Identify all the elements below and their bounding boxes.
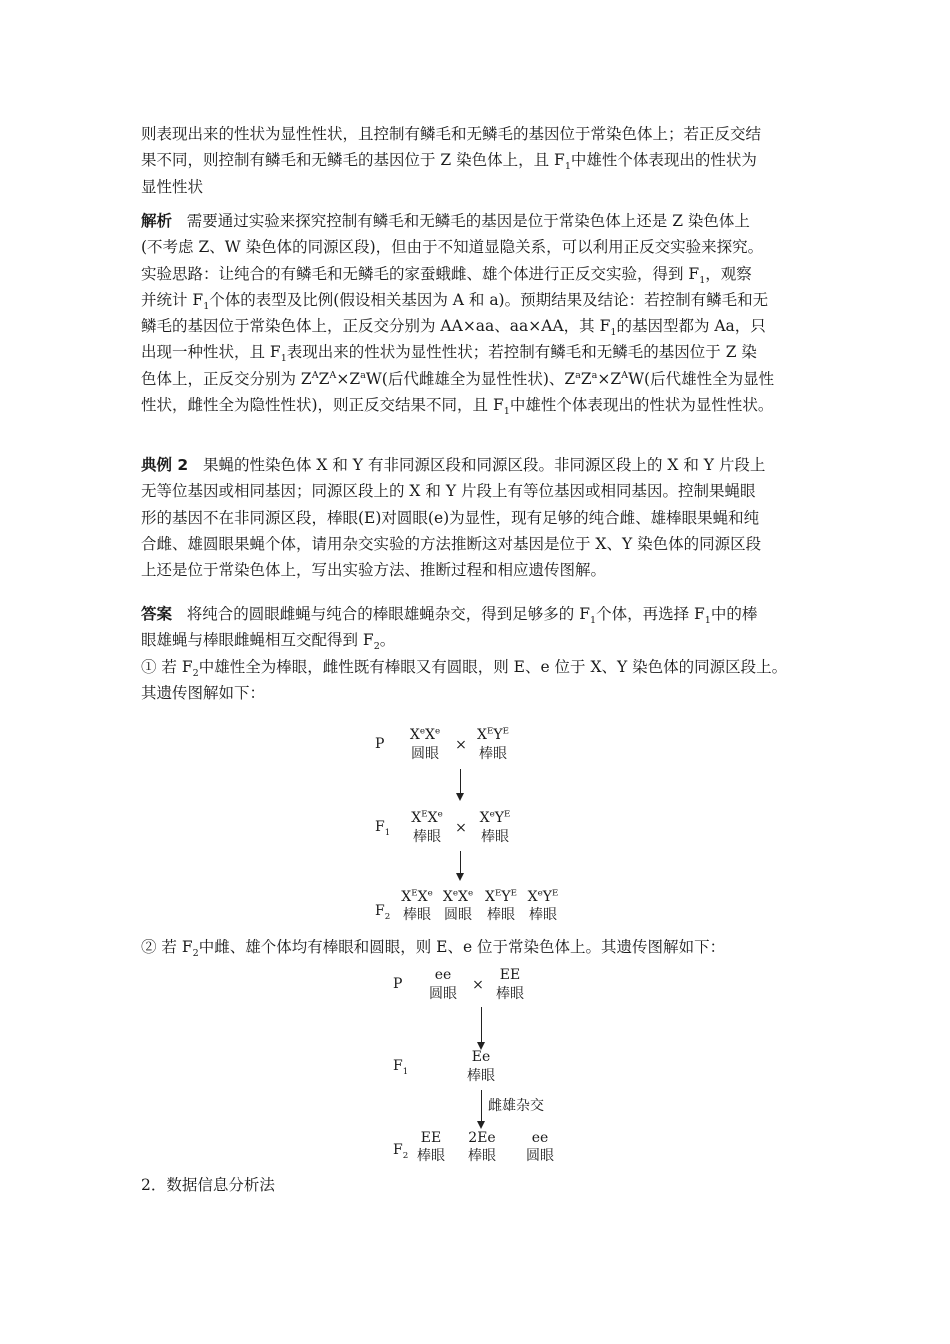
generation-label-f1: $F_1$ [393,1058,409,1077]
answer-label: 答案 [141,605,173,623]
phenotype: 棒眼 [413,829,441,845]
answer-continuation [141,121,811,200]
line: 性状，雌性全为隐性性状)，则正反交结果不同，且 $F_1$中雄性个体表现出的性状为显性性状。 [141,396,774,418]
line: 显性性状 [141,177,204,196]
analysis-section [141,208,811,418]
phenotype: 棒眼 [529,907,557,923]
phenotype: 圆眼 [444,907,472,923]
arrow-down-icon [477,1121,485,1129]
line: 实验思路：让纯合的有鳞毛和无鳞毛的家蚕蛾雌、雄个体进行正反交实验，得到 $F_1$，观察 [141,264,752,286]
arrow-down-icon [456,873,464,881]
arrow-line [460,769,461,794]
line: 果不同，则控制有鳞毛和无鳞毛的基因位于 Z 染色体上，且 $F_1$中雄性个体表现出的性状为 [141,151,757,173]
line: 上还是位于常染色体上，写出实验方法、推断过程和相应遗传图解。 [141,561,607,580]
arrow-line [481,1007,482,1043]
arrow-label: 雌雄杂交 [488,1098,544,1114]
genotype: XeXe [442,888,474,905]
line: 则表现出来的性状为显性性状，且控制有鳞毛和无鳞毛的基因位于常染色体上；若正反交结 [141,125,762,143]
analysis-label: 解析 [141,212,173,230]
genotype: Ee [471,1049,491,1065]
phenotype: 圆眼 [429,986,457,1002]
genotype: $X^EY^E$ [477,726,509,743]
genotype: XeXe [409,726,441,743]
generation-label-f2: $F_2$ [393,1142,409,1161]
genotype: ee [434,967,452,983]
genotype: $X^EY^E$ [485,888,517,905]
line: 合雌、雄圆眼果蝇个体，请用杂交实验的方法推断这对基因是位于 X、Y 染色体的同源区段 [141,534,762,553]
line: 解析 需要通过实验来探究控制有鳞毛和无鳞毛的基因是位于常染色体上还是 Z 染色体上 [141,212,750,230]
genotype: EE [499,967,521,983]
arrow-down-icon [456,793,464,801]
cross-symbol: × [455,820,467,836]
example-section [141,452,811,583]
phenotype: 圆眼 [411,746,439,762]
genotype: EE [420,1130,442,1146]
phenotype: 棒眼 [403,907,431,923]
cross-symbol: × [472,977,484,993]
line: 色体上，正反交分别为 $Z^AZ^A\times Z^aW$(后代雌雄全为显性性状)、$Z^aZ^a\times Z^AW$(后代雄性全为显性 [141,369,775,388]
genotype: $XeY^E$ [527,888,559,905]
phenotype: 圆眼 [526,1148,554,1164]
example-label: 典例 2 [141,456,189,474]
arrow-line [460,851,461,874]
genotype: $X^EXe$ [411,809,443,826]
genotype: $X^EXe$ [401,888,433,905]
phenotype: 棒眼 [481,829,509,845]
phenotype: 棒眼 [417,1148,445,1164]
line: 形的基因不在非同源区段，棒眼(E)对圆眼(e)为显性，现有足够的纯合雌、雄棒眼果蝇和纯 [141,508,760,527]
line: 其遗传图解如下： [141,683,266,702]
line: 眼雄蝇与棒眼雌蝇相互交配得到 $F_2$。 [141,631,396,653]
line: 鳞毛的基因位于常染色体上，正反交分别为 AA×aa、aa×AA，其 $F_1$的基因型都为 Aa，只 [141,317,766,339]
section-heading: 2．数据信息分析法 [141,1176,275,1194]
phenotype: 棒眼 [479,746,507,762]
line: 典例 2 果蝇的性染色体 X 和 Y 有非同源区段和同源区段。非同源区段上的 X 和 Y 片段上 [141,456,766,474]
arrow-line [481,1090,482,1122]
line: 无等位基因或相同基因；同源区段上的 X 和 Y 片段上有等位基因或相同基因。控制果蝇眼 [141,482,756,501]
genotype: ee [531,1130,549,1146]
generation-label-p: P [375,736,385,752]
phenotype: 棒眼 [496,986,524,1002]
line: (不考虑 Z、W 染色体的同源区段)，但由于不知道显隐关系，可以利用正反交实验来探究。 [141,238,764,257]
genotype: 2Ee [468,1130,496,1146]
generation-label-p: P [393,976,403,992]
phenotype: 棒眼 [487,907,515,923]
generation-label-f2: $F_2$ [375,903,391,922]
genotype: $XeY^E$ [479,809,511,826]
generation-label-f1: $F_1$ [375,819,391,838]
conclusion-2 [141,934,811,960]
answer-section [141,601,811,706]
line: ② 若 $F_2$中雌、雄个体均有棒眼和圆眼，则 E、e 位于常染色体上。其遗传图解如下： [141,938,726,960]
phenotype: 棒眼 [467,1068,495,1084]
cross-symbol: × [455,737,467,753]
line: 并统计 $F_1$个体的表型及比例(假设相关基因为 A 和 a)。预期结果及结论：若控制有鳞毛和无 [141,290,769,312]
line: ① 若 $F_2$中雄性全为棒眼，雌性既有棒眼又有圆眼，则 E、e 位于 X、Y 染色体的同源区段上。 [141,657,788,679]
line: 答案 将纯合的圆眼雌蝇与纯合的棒眼雄蝇杂交，得到足够多的 $F_1$个体，再选择 $F_1$中的棒 [141,605,758,627]
phenotype: 棒眼 [468,1148,496,1164]
line: 出现一种性状，且 $F_1$表现出来的性状为显性性状；若控制有鳞毛和无鳞毛的基因位于 Z 染 [141,343,757,365]
